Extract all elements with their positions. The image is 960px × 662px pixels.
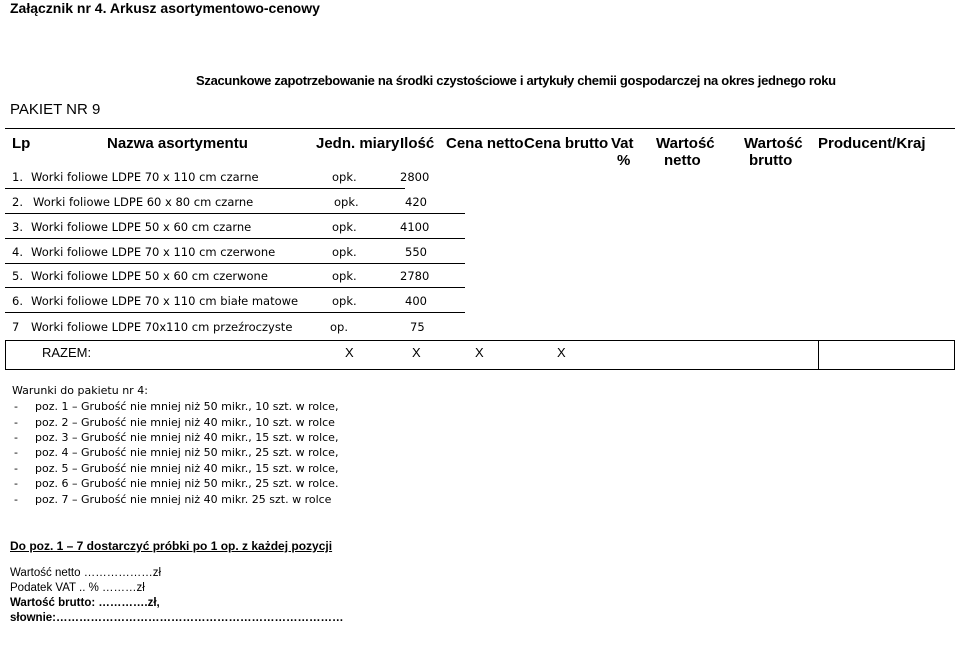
- row-name: Worki foliowe LDPE 60 x 80 cm czarne: [33, 195, 254, 209]
- row-lp: 6.: [12, 294, 23, 308]
- col-header-producer: Producent/Kraj: [818, 135, 926, 152]
- row-name: Worki foliowe LDPE 70 x 110 cm białe matowe: [31, 294, 299, 308]
- conditions-title: Warunki do pakietu nr 4:: [12, 384, 148, 397]
- row-qty: 2800: [400, 170, 430, 184]
- row-qty: 2780: [400, 269, 430, 283]
- row-qty: 420: [405, 195, 427, 209]
- row-lp: 3.: [12, 220, 23, 234]
- row-qty: 400: [405, 294, 427, 308]
- col-header-net-value-sub: netto: [664, 152, 701, 169]
- total-right-border: [954, 340, 955, 370]
- row-divider: [5, 287, 465, 288]
- row-name: Worki foliowe LDPE 50 x 60 cm czarne: [31, 220, 252, 234]
- total-mark: X: [412, 345, 421, 360]
- net-value-line: Wartość netto ………………zł: [10, 567, 162, 579]
- row-unit: opk.: [332, 220, 357, 234]
- row-name: Worki foliowe LDPE 50 x 60 cm czerwone: [31, 269, 268, 283]
- row-divider: [5, 312, 465, 313]
- col-header-net-value: Wartość: [656, 135, 715, 152]
- col-header-gross-price: Cena brutto: [524, 135, 609, 152]
- row-qty: 4100: [400, 220, 430, 234]
- col-header-lp: Lp: [12, 135, 31, 152]
- condition-text: poz. 5 – Grubość nie mniej niż 40 mikr., 15 szt. w rolce,: [35, 462, 339, 475]
- condition-text: poz. 7 – Grubość nie mniej niż 40 mikr. 25 szt. w rolce: [35, 493, 332, 506]
- row-unit: opk.: [334, 195, 359, 209]
- condition-text: poz. 4 – Grubość nie mniej niż 50 mikr., 25 szt. w rolce,: [35, 446, 339, 459]
- condition-text: poz. 3 – Grubość nie mniej niż 40 mikr., 15 szt. w rolce,: [35, 431, 339, 444]
- list-dash: -: [14, 416, 18, 429]
- condition-text: poz. 1 – Grubość nie mniej niż 50 mikr., 10 szt. w rolce,: [35, 400, 339, 413]
- vat-line: Podatek VAT .. % ………zł: [10, 582, 145, 594]
- gross-value-line: Wartość brutto: ………….zł,: [10, 597, 160, 609]
- row-divider: [5, 238, 465, 239]
- row-lp: 2.: [12, 195, 23, 209]
- total-top-rule: [5, 340, 955, 341]
- total-mark: X: [475, 345, 484, 360]
- row-unit: op.: [330, 320, 348, 334]
- condition-text: poz. 6 – Grubość nie mniej niż 50 mikr., 25 szt. w rolce.: [35, 477, 339, 490]
- col-header-vat-unit: %: [617, 152, 631, 169]
- total-label: RAZEM:: [42, 345, 92, 360]
- row-divider: [5, 263, 465, 264]
- list-dash: -: [14, 477, 18, 490]
- condition-text: poz. 2 – Grubość nie mniej niż 40 mikr., 10 szt. w rolce: [35, 416, 335, 429]
- package-label: PAKIET NR 9: [10, 101, 101, 118]
- col-header-net-price: Cena netto: [446, 135, 524, 152]
- row-lp: 4.: [12, 245, 23, 259]
- row-lp: 1.: [12, 170, 23, 184]
- col-header-name: Nazwa asortymentu: [107, 135, 248, 152]
- table-top-rule: [5, 128, 955, 129]
- list-dash: -: [14, 431, 18, 444]
- col-header-qty: Ilość: [400, 135, 435, 152]
- row-name: Worki foliowe LDPE 70 x 110 cm czerwone: [31, 245, 276, 259]
- row-name: Worki foliowe LDPE 70x110 cm przeźroczyste: [31, 320, 293, 334]
- in-words-line: słownie:…………………………………………………………………: [10, 612, 344, 624]
- row-divider: [5, 188, 405, 189]
- list-dash: -: [14, 446, 18, 459]
- row-name: Worki foliowe LDPE 70 x 110 cm czarne: [31, 170, 259, 184]
- col-header-gross-value: Wartość: [744, 135, 803, 152]
- total-bottom-rule: [5, 369, 955, 370]
- row-divider: [5, 213, 465, 214]
- total-left-border: [5, 340, 6, 370]
- row-unit: opk.: [332, 269, 357, 283]
- col-header-vat: Vat: [611, 135, 634, 152]
- sample-note: Do poz. 1 – 7 dostarczyć próbki po 1 op. z każdej pozycji: [10, 539, 333, 553]
- list-dash: -: [14, 493, 18, 506]
- row-unit: opk.: [332, 294, 357, 308]
- row-unit: opk.: [332, 170, 357, 184]
- row-lp: 5.: [12, 269, 23, 283]
- total-mark: X: [557, 345, 566, 360]
- row-unit: opk.: [332, 245, 357, 259]
- row-lp: 7: [12, 320, 20, 334]
- row-qty: 75: [410, 320, 425, 334]
- attachment-title: Załącznik nr 4. Arkusz asortymentowo-cenowy: [10, 0, 320, 16]
- list-dash: -: [14, 462, 18, 475]
- row-qty: 550: [405, 245, 427, 259]
- total-mark: X: [345, 345, 354, 360]
- total-divider: [818, 340, 819, 370]
- col-header-unit: Jedn. miary: [316, 135, 400, 152]
- document-subtitle: Szacunkowe zapotrzebowanie na środki czystościowe i artykuły chemii gospodarczej na okres jednego roku: [196, 73, 836, 88]
- col-header-gross-value-sub: brutto: [749, 152, 793, 169]
- list-dash: -: [14, 400, 18, 413]
